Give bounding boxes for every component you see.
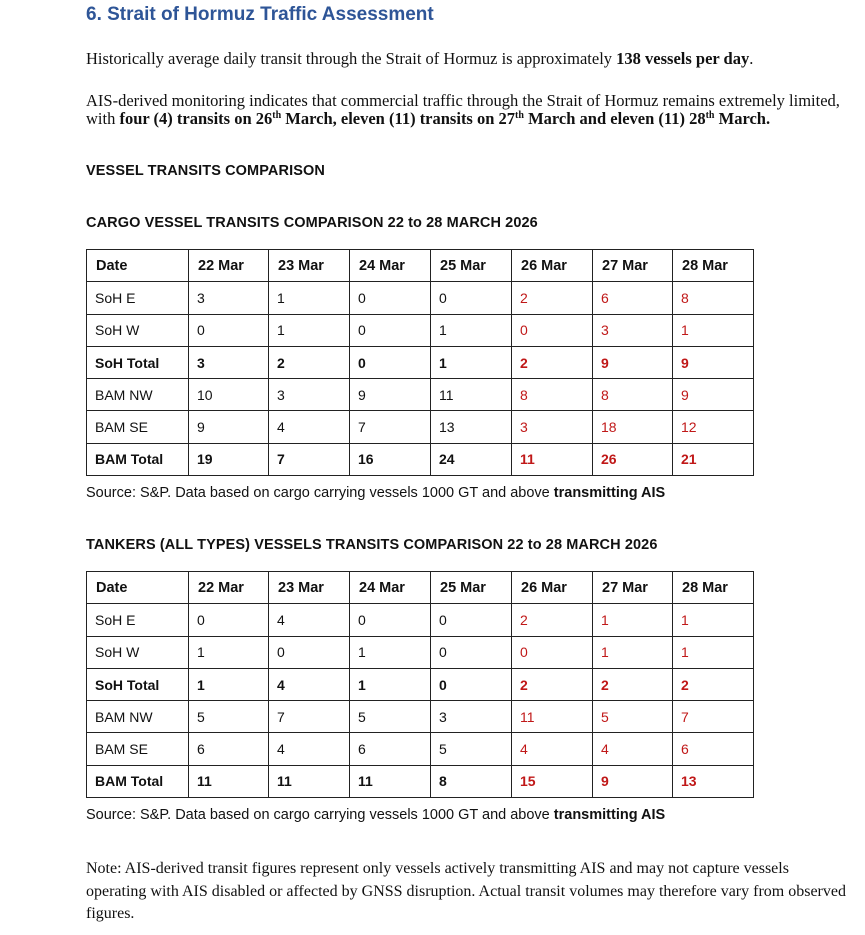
table-cell: 13 [673, 765, 754, 797]
ais-text: AIS-derived monitoring indicates that commercial traffic through the Strait of Hormuz remains extremely limited, with [86, 91, 840, 128]
header-row [87, 572, 754, 604]
table-cell: 5 [189, 701, 269, 733]
table-row [87, 733, 754, 765]
column-header: 24 Mar [350, 572, 431, 604]
table-cell: 0 [350, 282, 431, 314]
table-cell: 7 [269, 701, 350, 733]
table-cell: 21 [673, 443, 754, 475]
table-row [87, 314, 754, 346]
table-cell: 2 [593, 668, 673, 700]
table-row [87, 604, 754, 636]
table-cell: 11 [350, 765, 431, 797]
table-cell: 0 [189, 314, 269, 346]
table-row [87, 636, 754, 668]
table-cell: 11 [512, 443, 593, 475]
table-cell: 3 [269, 379, 350, 411]
ais-bold-2: March, eleven (11) transits on 27 [281, 109, 516, 128]
table-cell: 4 [269, 604, 350, 636]
table-cell: 1 [269, 282, 350, 314]
row-label: BAM SE [87, 411, 189, 443]
table-row [87, 346, 754, 378]
table-cell: 5 [431, 733, 512, 765]
table-cell: 11 [189, 765, 269, 797]
tankers-source-note [86, 807, 665, 823]
table-cell: 1 [673, 314, 754, 346]
column-header: Date [87, 250, 189, 282]
ais-paragraph [86, 92, 856, 128]
row-label: SoH Total [87, 346, 189, 378]
table-cell: 6 [673, 733, 754, 765]
table-row [87, 668, 754, 700]
table-cell: 2 [269, 346, 350, 378]
table-row [87, 765, 754, 797]
table-cell: 7 [269, 443, 350, 475]
table-cell: 0 [350, 604, 431, 636]
table-cell: 4 [269, 668, 350, 700]
table-cell: 19 [189, 443, 269, 475]
table-row [87, 701, 754, 733]
table-cell: 8 [673, 282, 754, 314]
table-cell: 12 [673, 411, 754, 443]
table-cell: 1 [189, 668, 269, 700]
table-cell: 3 [189, 346, 269, 378]
table-cell: 11 [512, 701, 593, 733]
ais-sup-3: th [705, 110, 715, 121]
table-row [87, 282, 754, 314]
ais-sup-2: th [515, 110, 524, 121]
column-header: 25 Mar [431, 250, 512, 282]
table-cell: 7 [350, 411, 431, 443]
table-cell: 0 [431, 282, 512, 314]
cargo-source-note [86, 485, 665, 501]
column-header: 22 Mar [189, 250, 269, 282]
table-cell: 2 [512, 604, 593, 636]
cargo-source-bold: transmitting AIS [553, 485, 666, 501]
row-label: BAM NW [87, 379, 189, 411]
table-cell: 1 [350, 668, 431, 700]
table-cell: 8 [593, 379, 673, 411]
table-cell: 9 [189, 411, 269, 443]
table-cell: 1 [673, 604, 754, 636]
table-cell: 3 [512, 411, 593, 443]
table-cell: 6 [189, 733, 269, 765]
cargo-source-text: Source: S&P. Data based on cargo carrying vessels 1000 GT and above [86, 485, 554, 501]
table-cell: 1 [350, 636, 431, 668]
table-cell: 9 [350, 379, 431, 411]
row-label: BAM SE [87, 733, 189, 765]
ais-bold-1: four (4) transits on 26 [119, 109, 273, 128]
column-header: 26 Mar [512, 572, 593, 604]
intro-text: Historically average daily transit through the Strait of Hormuz is approximately [86, 49, 617, 68]
cargo-transits-table [86, 249, 754, 476]
table-cell: 0 [512, 636, 593, 668]
ais-bold-4: March. [714, 109, 771, 128]
table-cell: 2 [512, 282, 593, 314]
column-header: 28 Mar [673, 250, 754, 282]
cargo-table-title: CARGO VESSEL TRANSITS COMPARISON 22 to 28 MARCH 2026 [86, 215, 538, 231]
vessel-transits-heading: VESSEL TRANSITS COMPARISON [86, 163, 325, 179]
table-cell: 2 [512, 668, 593, 700]
table-cell: 18 [593, 411, 673, 443]
table-cell: 0 [431, 668, 512, 700]
table-cell: 6 [593, 282, 673, 314]
table-cell: 24 [431, 443, 512, 475]
table-cell: 4 [269, 733, 350, 765]
table-cell: 0 [431, 636, 512, 668]
tankers-table-title: TANKERS (ALL TYPES) VESSELS TRANSITS COMPARISON 22 to 28 MARCH 2026 [86, 537, 658, 553]
table-cell: 9 [673, 346, 754, 378]
table-cell: 0 [269, 636, 350, 668]
ais-sup-1: th [272, 110, 282, 121]
table-cell: 9 [593, 346, 673, 378]
table-cell: 2 [673, 668, 754, 700]
row-label: SoH W [87, 314, 189, 346]
row-label: SoH W [87, 636, 189, 668]
table-cell: 3 [189, 282, 269, 314]
ais-bold-3: March and eleven (11) 28 [523, 109, 706, 128]
column-header: 24 Mar [350, 250, 431, 282]
table-cell: 1 [269, 314, 350, 346]
tankers-source-bold: transmitting AIS [553, 807, 666, 823]
table-cell: 7 [673, 701, 754, 733]
table-cell: 1 [189, 636, 269, 668]
tankers-source-text: Source: S&P. Data based on cargo carrying vessels 1000 GT and above [86, 807, 554, 823]
table-cell: 16 [350, 443, 431, 475]
table-cell: 0 [350, 346, 431, 378]
column-header: 28 Mar [673, 572, 754, 604]
table-cell: 13 [431, 411, 512, 443]
table-cell: 0 [512, 314, 593, 346]
column-header: 27 Mar [593, 572, 673, 604]
table-row [87, 443, 754, 475]
table-cell: 11 [269, 765, 350, 797]
table-cell: 9 [593, 765, 673, 797]
header-row [87, 250, 754, 282]
column-header: 23 Mar [269, 572, 350, 604]
table-cell: 6 [350, 733, 431, 765]
table-cell: 0 [350, 314, 431, 346]
column-header: 27 Mar [593, 250, 673, 282]
table-cell: 1 [593, 604, 673, 636]
table-cell: 1 [431, 346, 512, 378]
table-cell: 1 [593, 636, 673, 668]
column-header: 25 Mar [431, 572, 512, 604]
row-label: BAM Total [87, 765, 189, 797]
row-label: BAM NW [87, 701, 189, 733]
table-cell: 10 [189, 379, 269, 411]
row-label: SoH Total [87, 668, 189, 700]
table-row [87, 379, 754, 411]
column-header: Date [87, 572, 189, 604]
table-cell: 0 [189, 604, 269, 636]
column-header: 26 Mar [512, 250, 593, 282]
table-cell: 4 [593, 733, 673, 765]
section-title: 6. Strait of Hormuz Traffic Assessment [86, 4, 434, 25]
table-cell: 1 [431, 314, 512, 346]
table-cell: 8 [431, 765, 512, 797]
row-label: BAM Total [87, 443, 189, 475]
table-cell: 5 [350, 701, 431, 733]
tankers-transits-table [86, 571, 754, 798]
table-cell: 8 [512, 379, 593, 411]
column-header: 22 Mar [189, 572, 269, 604]
intro-paragraph [86, 50, 753, 68]
table-cell: 3 [593, 314, 673, 346]
table-cell: 11 [431, 379, 512, 411]
row-label: SoH E [87, 282, 189, 314]
table-cell: 3 [431, 701, 512, 733]
table-cell: 26 [593, 443, 673, 475]
table-cell: 0 [431, 604, 512, 636]
intro-bold: 138 vessels per day [616, 49, 750, 68]
table-row [87, 411, 754, 443]
table-cell: 2 [512, 346, 593, 378]
ais-disclaimer-note: Note: AIS-derived transit figures represent only vessels actively transmitting AIS and may not capture vessels operating with AIS disabled or affected by GNSS disruption. Actual transit volumes may therefore vary from observed figures. [86, 860, 846, 922]
intro-end: . [749, 49, 754, 68]
column-header: 23 Mar [269, 250, 350, 282]
row-label: SoH E [87, 604, 189, 636]
table-cell: 15 [512, 765, 593, 797]
table-cell: 5 [593, 701, 673, 733]
table-cell: 1 [673, 636, 754, 668]
table-cell: 4 [269, 411, 350, 443]
table-cell: 4 [512, 733, 593, 765]
table-cell: 9 [673, 379, 754, 411]
